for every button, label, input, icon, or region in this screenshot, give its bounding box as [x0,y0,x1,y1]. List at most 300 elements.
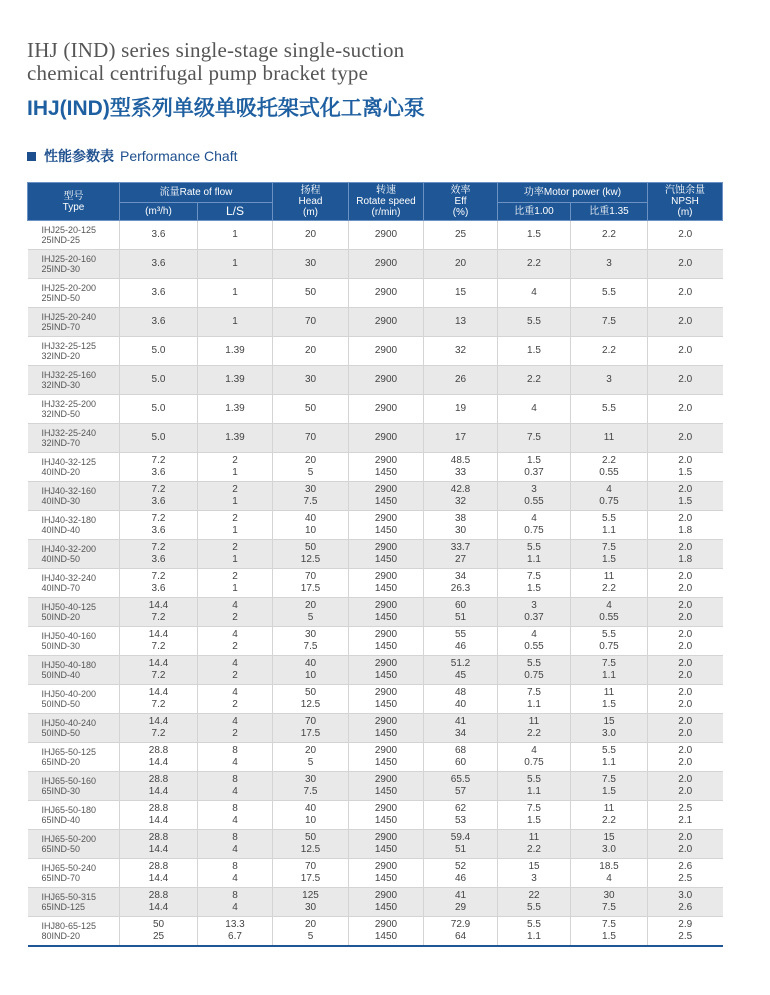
cell-value: 26 [454,374,467,385]
cell-model [28,656,120,685]
cell-value: 0.75 [599,496,619,507]
header-head: 扬程 Head (m) [273,183,349,221]
cell-value: 2.2 [527,374,541,385]
cell-value: 2.0 [678,484,693,495]
cell-value: 32 [454,496,467,507]
cell-flow [120,221,198,250]
cell-value: 2900 [374,861,398,872]
cell-value: 8 [232,890,238,901]
cell-eff [424,453,498,482]
model-ind: 32IND-50 [41,409,81,419]
model-ind: 40IND-50 [41,554,81,564]
cell-ls [198,772,273,801]
cell-ls [198,801,273,830]
cell-npsh [648,801,723,830]
model-ind: 65IND-50 [41,844,81,854]
cell-npsh [648,221,723,250]
cell-value: 2.0 [678,432,693,443]
cell-value: 52 [454,861,467,872]
cell-value: 4 [232,873,238,884]
cell-value: 8 [232,832,238,843]
model-ihj: IHJ32-25-200 [41,399,97,409]
cell-head [273,569,349,598]
cell-ls [198,482,273,511]
cell-value: 2.0 [678,716,693,727]
cell-value: 30 [304,902,317,913]
cell-value: 2.0 [678,844,693,855]
cell-value: 2.2 [602,455,616,466]
model-ind: 32IND-30 [41,380,81,390]
cell-model [28,772,120,801]
square-bullet-icon [27,152,36,161]
cell-value: 4 [531,403,537,414]
cell-value: 7.2 [151,455,166,466]
cell-value: 2900 [374,287,398,298]
cell-value: 2.0 [678,403,693,414]
cell-head [273,801,349,830]
cell-flow [120,859,198,888]
cell-flow [120,685,198,714]
cell-head [273,511,349,540]
table-row [28,250,723,279]
cell-ls [198,279,273,308]
cell-head [273,366,349,395]
cell-head [273,279,349,308]
cell-p1 [498,540,571,569]
cell-value: 0.55 [524,496,544,507]
model-ind: 65IND-20 [41,757,81,767]
cell-value: 40 [304,513,317,524]
cell-value: 34 [454,728,467,739]
cell-value: 40 [304,803,317,814]
cell-head [273,395,349,424]
cell-head [273,743,349,772]
cell-value: 5 [307,757,314,768]
cell-value: 2900 [374,455,398,466]
cell-value: 2.0 [678,786,693,797]
cell-value: 2900 [374,832,398,843]
cell-value: 10 [304,815,317,826]
cell-value: 50 [152,919,165,930]
cell-value: 10 [304,670,317,681]
header-flow: 流量Rate of flow [120,183,273,203]
cell-npsh [648,888,723,917]
cell-value: 50 [304,687,317,698]
cell-value: 14.4 [148,815,169,826]
cell-model [28,337,120,366]
model-ind: 65IND-125 [41,902,86,912]
cell-value: 4 [606,484,612,495]
cell-model [28,714,120,743]
cell-eff [424,482,498,511]
cell-eff [424,801,498,830]
cell-p2 [571,279,648,308]
cell-value: 70 [304,571,317,582]
cell-value: 5.0 [151,403,166,414]
cell-value: 1450 [374,612,398,623]
cell-flow [120,569,198,598]
cell-value: 5 [307,612,314,623]
cell-npsh [648,337,723,366]
cell-value: 25 [152,931,165,942]
cell-value: 125 [302,890,319,901]
cell-p2 [571,569,648,598]
cell-value: 2900 [374,919,398,930]
cell-value: 2.2 [602,583,616,594]
cell-value: 7.2 [151,670,166,681]
cell-value: 3 [531,600,537,611]
cell-value: 18.5 [599,861,619,872]
cell-value: 2 [232,513,238,524]
cell-p2 [571,685,648,714]
cell-head [273,540,349,569]
cell-value: 53 [454,815,467,826]
cell-value: 1.5 [527,455,541,466]
table-row [28,221,723,250]
cell-value: 1.5 [527,345,541,356]
cell-value: 1 [232,229,238,240]
cell-value: 2900 [374,890,398,901]
cell-value: 20 [304,919,317,930]
cell-value: 4 [232,902,238,913]
cell-p2 [571,221,648,250]
cell-value: 2900 [374,484,398,495]
cell-value: 4 [232,844,238,855]
cell-value: 1450 [374,931,398,942]
cell-value: 2900 [374,542,398,553]
cell-value: 12.5 [300,699,321,710]
table-row [28,395,723,424]
cell-ls [198,453,273,482]
model-ind: 40IND-40 [41,525,81,535]
cell-value: 30 [304,484,317,495]
cell-flow [120,395,198,424]
cell-value: 2900 [374,716,398,727]
cell-value: 2.9 [678,919,693,930]
cell-speed [349,366,424,395]
cell-value: 34 [454,571,467,582]
cell-value: 2900 [374,571,398,582]
cell-value: 59.4 [450,832,471,843]
cell-eff [424,656,498,685]
cell-value: 2900 [374,803,398,814]
cell-value: 1.1 [602,525,616,536]
cell-p2 [571,366,648,395]
cell-value: 2.2 [527,728,541,739]
cell-flow [120,656,198,685]
cell-p2 [571,627,648,656]
cell-value: 14.4 [148,786,169,797]
cell-model [28,221,120,250]
cell-model [28,424,120,453]
cell-value: 4 [232,786,238,797]
cell-value: 50 [304,287,317,298]
cell-value: 2.5 [678,803,693,814]
cell-head [273,888,349,917]
cell-value: 5.5 [602,287,616,298]
table-row [28,714,723,743]
cell-value: 70 [304,432,317,443]
cell-eff [424,888,498,917]
cell-speed [349,685,424,714]
cell-p1 [498,917,571,947]
cell-npsh [648,859,723,888]
cell-value: 7.5 [527,571,541,582]
cell-value: 2.5 [678,873,693,884]
cell-value: 19 [454,403,467,414]
cell-value: 1.5 [602,931,616,942]
cell-p1 [498,627,571,656]
cell-ls [198,337,273,366]
cell-head [273,714,349,743]
cell-value: 5.5 [527,658,541,669]
cell-value: 1.1 [527,931,541,942]
cell-p2 [571,250,648,279]
cell-npsh [648,395,723,424]
title-english-line1: IHJ (IND) series single-stage single-suction [27,38,405,62]
cell-value: 11 [603,571,615,582]
table-row [28,308,723,337]
table-row [28,598,723,627]
cell-value: 2 [232,571,238,582]
cell-value: 11 [603,687,615,698]
model-ihj: IHJ25-20-125 [41,225,97,235]
cell-value: 14.4 [148,600,169,611]
cell-npsh [648,714,723,743]
cell-speed [349,221,424,250]
model-ind: 50IND-50 [41,728,81,738]
cell-value: 5.5 [602,629,616,640]
cell-p1 [498,714,571,743]
cell-p2 [571,714,648,743]
cell-value: 3.6 [151,583,166,594]
cell-speed [349,511,424,540]
cell-ls [198,685,273,714]
cell-value: 57 [454,786,467,797]
cell-value: 7.2 [151,513,166,524]
cell-speed [349,714,424,743]
cell-value: 2.0 [678,345,693,356]
cell-model [28,366,120,395]
cell-value: 70 [304,716,317,727]
cell-value: 1450 [374,641,398,652]
cell-value: 30 [603,890,615,901]
cell-p2 [571,308,648,337]
cell-ls [198,511,273,540]
table-row [28,540,723,569]
table-row [28,743,723,772]
cell-value: 3 [606,374,612,385]
cell-npsh [648,917,723,947]
cell-value: 20 [304,455,317,466]
model-ind: 25IND-30 [41,264,81,274]
cell-value: 50 [304,832,317,843]
table-row [28,453,723,482]
cell-value: 2900 [374,432,398,443]
cell-eff [424,250,498,279]
cell-p1 [498,743,571,772]
cell-value: 14.4 [148,902,169,913]
cell-value: 51 [454,612,467,623]
cell-npsh [648,627,723,656]
cell-eff [424,627,498,656]
cell-npsh [648,482,723,511]
cell-value: 48.5 [450,455,471,466]
cell-p2 [571,337,648,366]
cell-p1 [498,685,571,714]
cell-p2 [571,453,648,482]
cell-value: 14.4 [148,716,169,727]
cell-p1 [498,250,571,279]
cell-value: 6.7 [228,931,242,942]
table-row [28,511,723,540]
cell-value: 1450 [374,728,398,739]
cell-value: 4 [232,629,238,640]
cell-speed [349,482,424,511]
cell-value: 11 [528,716,540,727]
cell-p1 [498,656,571,685]
cell-value: 4 [232,600,238,611]
cell-value: 1.1 [527,786,541,797]
model-ihj: IHJ50-40-200 [41,689,97,699]
cell-value: 70 [304,316,317,327]
cell-value: 32 [454,345,467,356]
cell-flow [120,830,198,859]
table-row [28,830,723,859]
cell-ls [198,221,273,250]
cell-value: 1.5 [602,699,616,710]
cell-value: 8 [232,861,238,872]
cell-value: 51.2 [450,658,471,669]
cell-value: 2900 [374,229,398,240]
cell-value: 72.9 [450,919,471,930]
cell-p1 [498,859,571,888]
cell-flow [120,888,198,917]
cell-value: 20 [454,258,467,269]
cell-head [273,627,349,656]
cell-p1 [498,598,571,627]
table-row [28,424,723,453]
cell-value: 15 [603,716,615,727]
cell-value: 1 [232,287,238,298]
model-ihj: IHJ40-32-160 [41,486,97,496]
cell-value: 20 [304,229,317,240]
cell-eff [424,685,498,714]
cell-p1 [498,830,571,859]
model-ihj: IHJ50-40-125 [41,602,97,612]
cell-value: 2 [232,670,238,681]
cell-p1 [498,337,571,366]
cell-value: 4 [606,600,612,611]
cell-head [273,685,349,714]
cell-head [273,656,349,685]
cell-value: 27 [454,554,467,565]
cell-npsh [648,308,723,337]
cell-ls [198,308,273,337]
cell-npsh [648,511,723,540]
cell-value: 7.5 [602,919,616,930]
cell-value: 2.0 [678,699,693,710]
cell-model [28,801,120,830]
cell-eff [424,366,498,395]
table-row [28,279,723,308]
cell-value: 7.2 [151,542,166,553]
cell-model [28,743,120,772]
cell-speed [349,395,424,424]
cell-value: 1.39 [225,432,245,443]
cell-flow [120,279,198,308]
cell-value: 4 [606,873,612,884]
cell-p1 [498,801,571,830]
cell-value: 42.8 [450,484,471,495]
cell-ls [198,714,273,743]
cell-value: 17.5 [300,728,321,739]
cell-value: 2.0 [678,513,693,524]
cell-flow [120,714,198,743]
cell-value: 8 [232,745,238,756]
cell-value: 7.5 [602,774,616,785]
cell-p2 [571,395,648,424]
model-ind: 50IND-40 [41,670,81,680]
cell-value: 3.6 [151,554,166,565]
cell-speed [349,830,424,859]
model-ind: 40IND-20 [41,467,81,477]
cell-value: 2.0 [678,316,693,327]
cell-p1 [498,395,571,424]
cell-ls [198,627,273,656]
model-ihj: IHJ32-25-125 [41,341,97,351]
cell-flow [120,337,198,366]
cell-eff [424,395,498,424]
cell-value: 14.4 [148,687,169,698]
cell-value: 28.8 [148,890,169,901]
cell-value: 2 [232,455,238,466]
cell-value: 13 [454,316,467,327]
cell-value: 3.6 [151,525,166,536]
cell-ls [198,656,273,685]
cell-eff [424,743,498,772]
cell-value: 5 [307,931,314,942]
cell-value: 2.5 [678,931,693,942]
cell-flow [120,540,198,569]
cell-value: 17 [454,432,467,443]
cell-value: 2900 [374,403,398,414]
cell-value: 1450 [374,815,398,826]
cell-value: 11 [528,832,540,843]
cell-value: 2.0 [678,728,693,739]
cell-value: 8 [232,774,238,785]
cell-p2 [571,540,648,569]
cell-value: 1 [232,316,238,327]
cell-eff [424,714,498,743]
cell-value: 30 [304,258,317,269]
cell-value: 14.4 [148,629,169,640]
cell-head [273,424,349,453]
cell-value: 55 [454,629,467,640]
model-ihj: IHJ65-50-240 [41,863,97,873]
cell-eff [424,859,498,888]
cell-value: 30 [454,525,467,536]
cell-eff [424,830,498,859]
cell-head [273,308,349,337]
cell-eff [424,337,498,366]
cell-value: 20 [304,600,317,611]
cell-value: 5.0 [151,432,166,443]
cell-head [273,250,349,279]
cell-value: 5 [307,467,314,478]
model-ihj: IHJ25-20-240 [41,312,97,322]
model-ihj: IHJ50-40-160 [41,631,97,641]
